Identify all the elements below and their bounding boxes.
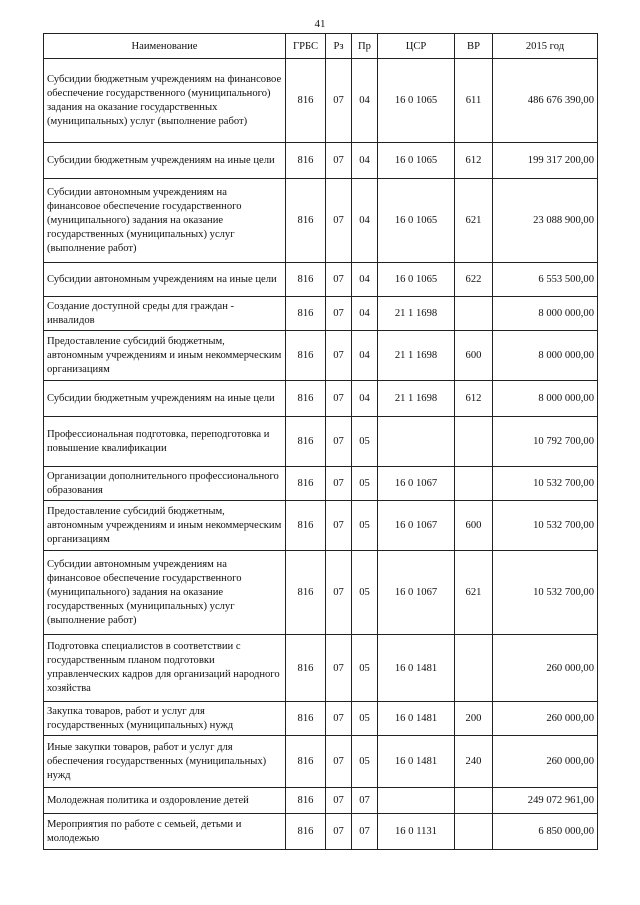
- cell-amount: 10 532 700,00: [493, 551, 598, 635]
- cell-pr: 07: [352, 788, 378, 814]
- table-row: [44, 381, 598, 417]
- cell-amount: 10 532 700,00: [493, 501, 598, 551]
- cell-grbs: 816: [286, 297, 326, 331]
- table-row: [44, 501, 598, 551]
- cell-grbs: 816: [286, 736, 326, 788]
- cell-csr: 16 0 1065: [378, 59, 455, 143]
- cell-name: Субсидии автономным учреждениям на иные цели: [44, 263, 286, 297]
- cell-csr: 21 1 1698: [378, 381, 455, 417]
- cell-vr: [455, 788, 493, 814]
- cell-grbs: 816: [286, 143, 326, 179]
- cell-csr: 21 1 1698: [378, 297, 455, 331]
- table-row: [44, 788, 598, 814]
- cell-rz: 07: [326, 501, 352, 551]
- table-row: [44, 814, 598, 850]
- col-header-pr: Пр: [352, 34, 378, 59]
- cell-pr: 04: [352, 331, 378, 381]
- cell-pr: 05: [352, 501, 378, 551]
- cell-vr: 621: [455, 551, 493, 635]
- cell-amount: 6 850 000,00: [493, 814, 598, 850]
- cell-rz: 07: [326, 331, 352, 381]
- cell-amount: 260 000,00: [493, 702, 598, 736]
- col-header-vr: ВР: [455, 34, 493, 59]
- cell-vr: [455, 814, 493, 850]
- cell-vr: 200: [455, 702, 493, 736]
- cell-name: Создание доступной среды для граждан - инвалидов: [44, 297, 286, 331]
- cell-amount: 8 000 000,00: [493, 331, 598, 381]
- cell-rz: 07: [326, 297, 352, 331]
- cell-name: Иные закупки товаров, работ и услуг для обеспечения государственных (муниципальных) нужд: [44, 736, 286, 788]
- cell-vr: 621: [455, 179, 493, 263]
- cell-amount: 260 000,00: [493, 736, 598, 788]
- table-row: [44, 331, 598, 381]
- cell-rz: 07: [326, 467, 352, 501]
- cell-vr: [455, 417, 493, 467]
- table-row: [44, 467, 598, 501]
- cell-pr: 05: [352, 551, 378, 635]
- cell-amount: 6 553 500,00: [493, 263, 598, 297]
- table-row: [44, 179, 598, 263]
- table-row: [44, 702, 598, 736]
- cell-name: Субсидии бюджетным учреждениям на иные цели: [44, 143, 286, 179]
- cell-pr: 05: [352, 736, 378, 788]
- cell-rz: 07: [326, 59, 352, 143]
- cell-csr: 16 0 1481: [378, 736, 455, 788]
- cell-name: Молодежная политика и оздоровление детей: [44, 788, 286, 814]
- cell-csr: 16 0 1065: [378, 263, 455, 297]
- cell-vr: 600: [455, 331, 493, 381]
- cell-pr: 04: [352, 381, 378, 417]
- cell-rz: 07: [326, 736, 352, 788]
- cell-csr: 16 0 1481: [378, 702, 455, 736]
- table-row: [44, 297, 598, 331]
- cell-csr: [378, 788, 455, 814]
- cell-pr: 05: [352, 417, 378, 467]
- cell-name: Подготовка специалистов в соответствии с государственным планом подготовки управленческих кадров для организаций народного хозяйства: [44, 635, 286, 702]
- table-header-row: [44, 34, 598, 59]
- cell-rz: 07: [326, 143, 352, 179]
- cell-rz: 07: [326, 263, 352, 297]
- cell-grbs: 816: [286, 814, 326, 850]
- cell-rz: 07: [326, 179, 352, 263]
- cell-csr: 16 0 1481: [378, 635, 455, 702]
- cell-pr: 04: [352, 143, 378, 179]
- cell-rz: 07: [326, 814, 352, 850]
- cell-pr: 04: [352, 59, 378, 143]
- cell-csr: 16 0 1067: [378, 467, 455, 501]
- cell-name: Субсидии бюджетным учреждениям на иные цели: [44, 381, 286, 417]
- cell-grbs: 816: [286, 417, 326, 467]
- table-row: [44, 736, 598, 788]
- cell-name: Предоставление субсидий бюджетным, автономным учреждениям и иным некоммерческим организациям: [44, 501, 286, 551]
- cell-vr: 611: [455, 59, 493, 143]
- table-row: [44, 143, 598, 179]
- cell-pr: 07: [352, 814, 378, 850]
- table-row: [44, 417, 598, 467]
- col-header-name: Наименование: [44, 34, 286, 59]
- cell-amount: 8 000 000,00: [493, 381, 598, 417]
- cell-amount: 23 088 900,00: [493, 179, 598, 263]
- cell-rz: 07: [326, 381, 352, 417]
- cell-amount: 486 676 390,00: [493, 59, 598, 143]
- cell-amount: 199 317 200,00: [493, 143, 598, 179]
- col-header-rz: Рз: [326, 34, 352, 59]
- cell-amount: 260 000,00: [493, 635, 598, 702]
- cell-amount: 8 000 000,00: [493, 297, 598, 331]
- cell-vr: 240: [455, 736, 493, 788]
- cell-name: Субсидии автономным учреждениям на финансовое обеспечение государственного (муниципального) задания на оказание государственных (муниципальных) услуг (выполнение работ): [44, 179, 286, 263]
- cell-grbs: 816: [286, 59, 326, 143]
- cell-name: Организации дополнительного профессионального образования: [44, 467, 286, 501]
- cell-csr: 21 1 1698: [378, 331, 455, 381]
- col-header-csr: ЦСР: [378, 34, 455, 59]
- cell-pr: 04: [352, 297, 378, 331]
- cell-grbs: 816: [286, 501, 326, 551]
- cell-rz: 07: [326, 702, 352, 736]
- cell-pr: 05: [352, 635, 378, 702]
- cell-rz: 07: [326, 417, 352, 467]
- cell-grbs: 816: [286, 551, 326, 635]
- cell-grbs: 816: [286, 467, 326, 501]
- cell-csr: 16 0 1067: [378, 551, 455, 635]
- cell-csr: 16 0 1065: [378, 143, 455, 179]
- cell-pr: 05: [352, 467, 378, 501]
- cell-rz: 07: [326, 635, 352, 702]
- cell-name: Мероприятия по работе с семьей, детьми и молодежью: [44, 814, 286, 850]
- cell-csr: 16 0 1067: [378, 501, 455, 551]
- cell-grbs: 816: [286, 381, 326, 417]
- cell-grbs: 816: [286, 788, 326, 814]
- cell-grbs: 816: [286, 331, 326, 381]
- cell-rz: 07: [326, 551, 352, 635]
- cell-pr: 04: [352, 263, 378, 297]
- col-header-year: 2015 год: [493, 34, 598, 59]
- cell-vr: 612: [455, 143, 493, 179]
- cell-csr: 16 0 1131: [378, 814, 455, 850]
- cell-vr: 600: [455, 501, 493, 551]
- cell-grbs: 816: [286, 635, 326, 702]
- table-row: [44, 635, 598, 702]
- cell-rz: 07: [326, 788, 352, 814]
- cell-amount: 10 792 700,00: [493, 417, 598, 467]
- cell-grbs: 816: [286, 702, 326, 736]
- col-header-grbs: ГРБС: [286, 34, 326, 59]
- cell-name: Субсидии автономным учреждениям на финансовое обеспечение государственного (муниципального) задания на оказание государственных (муниципальных) услуг (выполнение работ): [44, 551, 286, 635]
- cell-vr: [455, 467, 493, 501]
- budget-table: [43, 33, 598, 850]
- cell-grbs: 816: [286, 179, 326, 263]
- cell-csr: 16 0 1065: [378, 179, 455, 263]
- cell-amount: 249 072 961,00: [493, 788, 598, 814]
- cell-grbs: 816: [286, 263, 326, 297]
- cell-name: Субсидии бюджетным учреждениям на финансовое обеспечение государственного (муниципального) задания на оказание государственных (муниципальных) услуг (выполнение работ): [44, 59, 286, 143]
- table-row: [44, 59, 598, 143]
- table-row: [44, 263, 598, 297]
- cell-name: Профессиональная подготовка, переподготовка и повышение квалификации: [44, 417, 286, 467]
- cell-name: Закупка товаров, работ и услуг для государственных (муниципальных) нужд: [44, 702, 286, 736]
- page-number: 41: [314, 18, 326, 30]
- cell-name: Предоставление субсидий бюджетным, автономным учреждениям и иным некоммерческим организациям: [44, 331, 286, 381]
- cell-pr: 05: [352, 702, 378, 736]
- table-row: [44, 551, 598, 635]
- cell-amount: 10 532 700,00: [493, 467, 598, 501]
- cell-pr: 04: [352, 179, 378, 263]
- cell-vr: 612: [455, 381, 493, 417]
- cell-csr: [378, 417, 455, 467]
- cell-vr: [455, 297, 493, 331]
- cell-vr: [455, 635, 493, 702]
- cell-vr: 622: [455, 263, 493, 297]
